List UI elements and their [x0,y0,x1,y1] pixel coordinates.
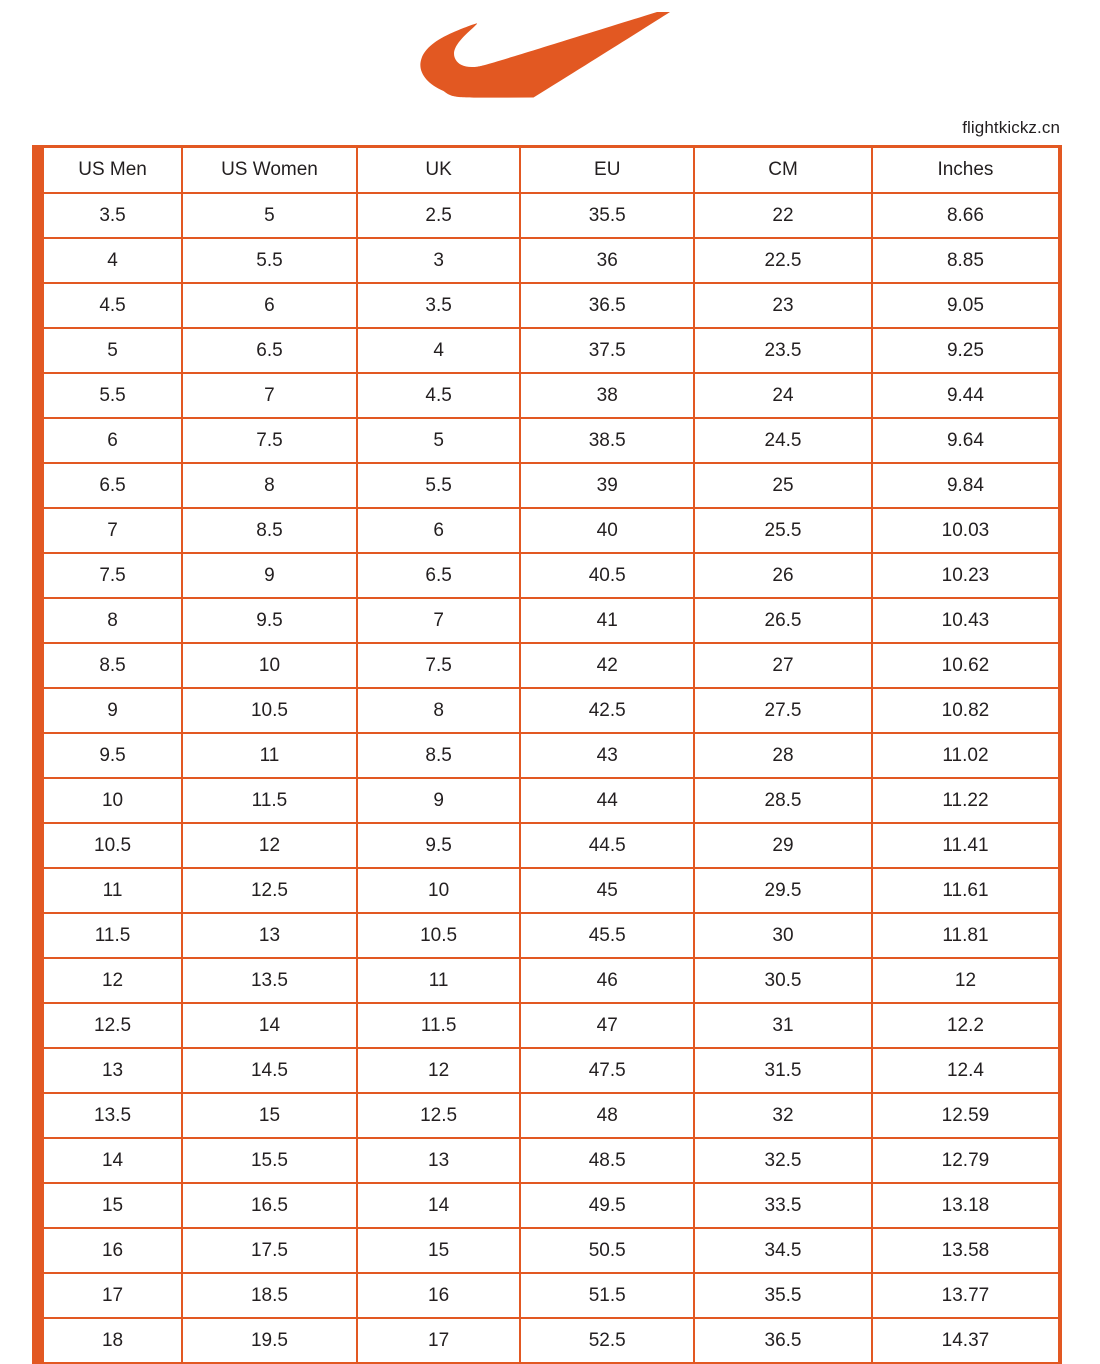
brand-logo [0,0,1100,118]
table-cell: 10 [38,778,182,823]
table-row [38,1183,1060,1228]
table-cell: 35.5 [520,193,694,238]
table-cell: 10.03 [872,508,1060,553]
table-cell: 7.5 [38,553,182,598]
table-cell: 24 [694,373,872,418]
table-cell: 45 [520,868,694,913]
table-cell: 10 [182,643,357,688]
table-cell: 31 [694,1003,872,1048]
table-cell: 12.2 [872,1003,1060,1048]
table-cell: 16 [38,1228,182,1273]
table-cell: 19.5 [182,1318,357,1363]
table-cell: 8.85 [872,238,1060,283]
table-cell: 31.5 [694,1048,872,1093]
table-cell: 12.79 [872,1138,1060,1183]
table-cell: 7 [38,508,182,553]
table-cell: 7 [182,373,357,418]
table-cell: 11.5 [357,1003,521,1048]
table-cell: 17.5 [182,1228,357,1273]
table-cell: 49.5 [520,1183,694,1228]
table-cell: 10.62 [872,643,1060,688]
table-cell: 13.58 [872,1228,1060,1273]
table-row [38,463,1060,508]
table-cell: 18 [38,1318,182,1363]
table-cell: 15.5 [182,1138,357,1183]
table-row [38,1003,1060,1048]
table-cell: 6 [38,418,182,463]
table-row [38,1318,1060,1363]
table-cell: 6 [182,283,357,328]
table-cell: 3.5 [357,283,521,328]
table-cell: 27.5 [694,688,872,733]
table-cell: 5.5 [182,238,357,283]
table-cell: 10.82 [872,688,1060,733]
table-row [38,508,1060,553]
table-cell: 40.5 [520,553,694,598]
table-cell: 9.25 [872,328,1060,373]
table-cell: 11 [182,733,357,778]
table-cell: 51.5 [520,1273,694,1318]
table-cell: 17 [38,1273,182,1318]
table-cell: 8 [182,463,357,508]
table-row [38,643,1060,688]
table-cell: 10.5 [182,688,357,733]
table-row [38,733,1060,778]
table-cell: 25 [694,463,872,508]
table-cell: 13 [182,913,357,958]
table-cell: 12 [38,958,182,1003]
table-cell: 29.5 [694,868,872,913]
table-cell: 37.5 [520,328,694,373]
table-row [38,823,1060,868]
table-cell: 14 [38,1138,182,1183]
table-cell: 41 [520,598,694,643]
table-row [38,283,1060,328]
table-cell: 29 [694,823,872,868]
table-row [38,328,1060,373]
column-header-cm: CM [694,147,872,194]
table-cell: 12.5 [357,1093,521,1138]
table-cell: 45.5 [520,913,694,958]
table-cell: 34.5 [694,1228,872,1273]
table-cell: 38.5 [520,418,694,463]
table-cell: 10.5 [38,823,182,868]
table-cell: 9 [357,778,521,823]
table-cell: 8.5 [182,508,357,553]
table-cell: 11.5 [38,913,182,958]
table-cell: 9.5 [182,598,357,643]
table-cell: 12.5 [38,1003,182,1048]
table-cell: 13.77 [872,1273,1060,1318]
table-cell: 11.02 [872,733,1060,778]
table-cell: 44 [520,778,694,823]
table-row [38,778,1060,823]
table-cell: 8.5 [38,643,182,688]
table-row [38,193,1060,238]
table-cell: 17 [357,1318,521,1363]
table-cell: 11 [38,868,182,913]
table-cell: 9.44 [872,373,1060,418]
table-cell: 4.5 [38,283,182,328]
table-cell: 15 [357,1228,521,1273]
table-cell: 4 [38,238,182,283]
table-cell: 13 [38,1048,182,1093]
shoe-size-conversion-table [32,145,1062,1364]
table-cell: 3.5 [38,193,182,238]
table-cell: 28.5 [694,778,872,823]
table-row [38,553,1060,598]
table-cell: 15 [38,1183,182,1228]
table-cell: 9.5 [38,733,182,778]
table-cell: 48 [520,1093,694,1138]
table-cell: 14.37 [872,1318,1060,1363]
table-cell: 28 [694,733,872,778]
table-cell: 36.5 [694,1318,872,1363]
table-cell: 9.64 [872,418,1060,463]
column-header-us-men: US Men [38,147,182,194]
column-header-us-women: US Women [182,147,357,194]
watermark-text: flightkickz.cn [962,118,1060,137]
table-cell: 13.5 [38,1093,182,1138]
table-cell: 7 [357,598,521,643]
table-cell: 8 [357,688,521,733]
table-cell: 11.81 [872,913,1060,958]
table-cell: 32 [694,1093,872,1138]
table-cell: 5.5 [357,463,521,508]
table-cell: 36 [520,238,694,283]
table-cell: 5 [182,193,357,238]
table-cell: 14 [357,1183,521,1228]
table-row [38,238,1060,283]
table-cell: 50.5 [520,1228,694,1273]
table-row [38,1273,1060,1318]
table-cell: 12 [357,1048,521,1093]
table-cell: 6.5 [38,463,182,508]
table-cell: 9.84 [872,463,1060,508]
table-row [38,958,1060,1003]
column-header-inches: Inches [872,147,1060,194]
table-cell: 9 [38,688,182,733]
table-cell: 35.5 [694,1273,872,1318]
table-cell: 11.22 [872,778,1060,823]
table-cell: 8.5 [357,733,521,778]
table-cell: 33.5 [694,1183,872,1228]
table-cell: 15 [182,1093,357,1138]
table-cell: 9 [182,553,357,598]
table-cell: 11.61 [872,868,1060,913]
table-cell: 13 [357,1138,521,1183]
table-cell: 22 [694,193,872,238]
table-row [38,1138,1060,1183]
table-cell: 3 [357,238,521,283]
column-header-eu: EU [520,147,694,194]
table-cell: 39 [520,463,694,508]
table-cell: 23 [694,283,872,328]
size-chart-container [32,145,1062,1364]
table-cell: 43 [520,733,694,778]
table-cell: 23.5 [694,328,872,373]
table-row [38,688,1060,733]
table-row [38,418,1060,463]
table-cell: 12 [872,958,1060,1003]
table-cell: 25.5 [694,508,872,553]
table-cell: 36.5 [520,283,694,328]
table-header-row [38,147,1060,194]
table-row [38,373,1060,418]
table-cell: 11 [357,958,521,1003]
table-cell: 44.5 [520,823,694,868]
table-cell: 9.05 [872,283,1060,328]
table-row [38,1093,1060,1138]
table-cell: 26 [694,553,872,598]
nike-swoosh-logo-icon [420,12,680,106]
table-cell: 5.5 [38,373,182,418]
table-row [38,913,1060,958]
table-cell: 10.43 [872,598,1060,643]
table-cell: 7.5 [182,418,357,463]
table-cell: 24.5 [694,418,872,463]
table-cell: 30 [694,913,872,958]
table-cell: 26.5 [694,598,872,643]
table-cell: 13.5 [182,958,357,1003]
table-cell: 10.5 [357,913,521,958]
table-cell: 5 [357,418,521,463]
column-header-uk: UK [357,147,521,194]
table-cell: 6 [357,508,521,553]
table-cell: 30.5 [694,958,872,1003]
table-cell: 4.5 [357,373,521,418]
table-cell: 22.5 [694,238,872,283]
table-cell: 38 [520,373,694,418]
table-cell: 52.5 [520,1318,694,1363]
table-cell: 6.5 [357,553,521,598]
table-cell: 27 [694,643,872,688]
table-cell: 47.5 [520,1048,694,1093]
table-cell: 11.41 [872,823,1060,868]
table-cell: 6.5 [182,328,357,373]
table-row [38,1048,1060,1093]
table-cell: 4 [357,328,521,373]
table-row [38,598,1060,643]
table-cell: 16.5 [182,1183,357,1228]
table-cell: 12.5 [182,868,357,913]
table-cell: 11.5 [182,778,357,823]
table-cell: 46 [520,958,694,1003]
table-cell: 9.5 [357,823,521,868]
table-cell: 12.59 [872,1093,1060,1138]
table-cell: 12 [182,823,357,868]
table-row [38,1228,1060,1273]
table-cell: 42.5 [520,688,694,733]
table-cell: 2.5 [357,193,521,238]
table-cell: 42 [520,643,694,688]
table-cell: 12.4 [872,1048,1060,1093]
table-cell: 8 [38,598,182,643]
table-cell: 13.18 [872,1183,1060,1228]
table-cell: 14.5 [182,1048,357,1093]
table-cell: 8.66 [872,193,1060,238]
table-cell: 10 [357,868,521,913]
table-cell: 10.23 [872,553,1060,598]
table-cell: 32.5 [694,1138,872,1183]
table-cell: 14 [182,1003,357,1048]
table-cell: 16 [357,1273,521,1318]
table-cell: 47 [520,1003,694,1048]
table-cell: 40 [520,508,694,553]
table-body [38,193,1060,1363]
table-cell: 7.5 [357,643,521,688]
table-row [38,868,1060,913]
table-cell: 48.5 [520,1138,694,1183]
table-cell: 5 [38,328,182,373]
table-cell: 18.5 [182,1273,357,1318]
